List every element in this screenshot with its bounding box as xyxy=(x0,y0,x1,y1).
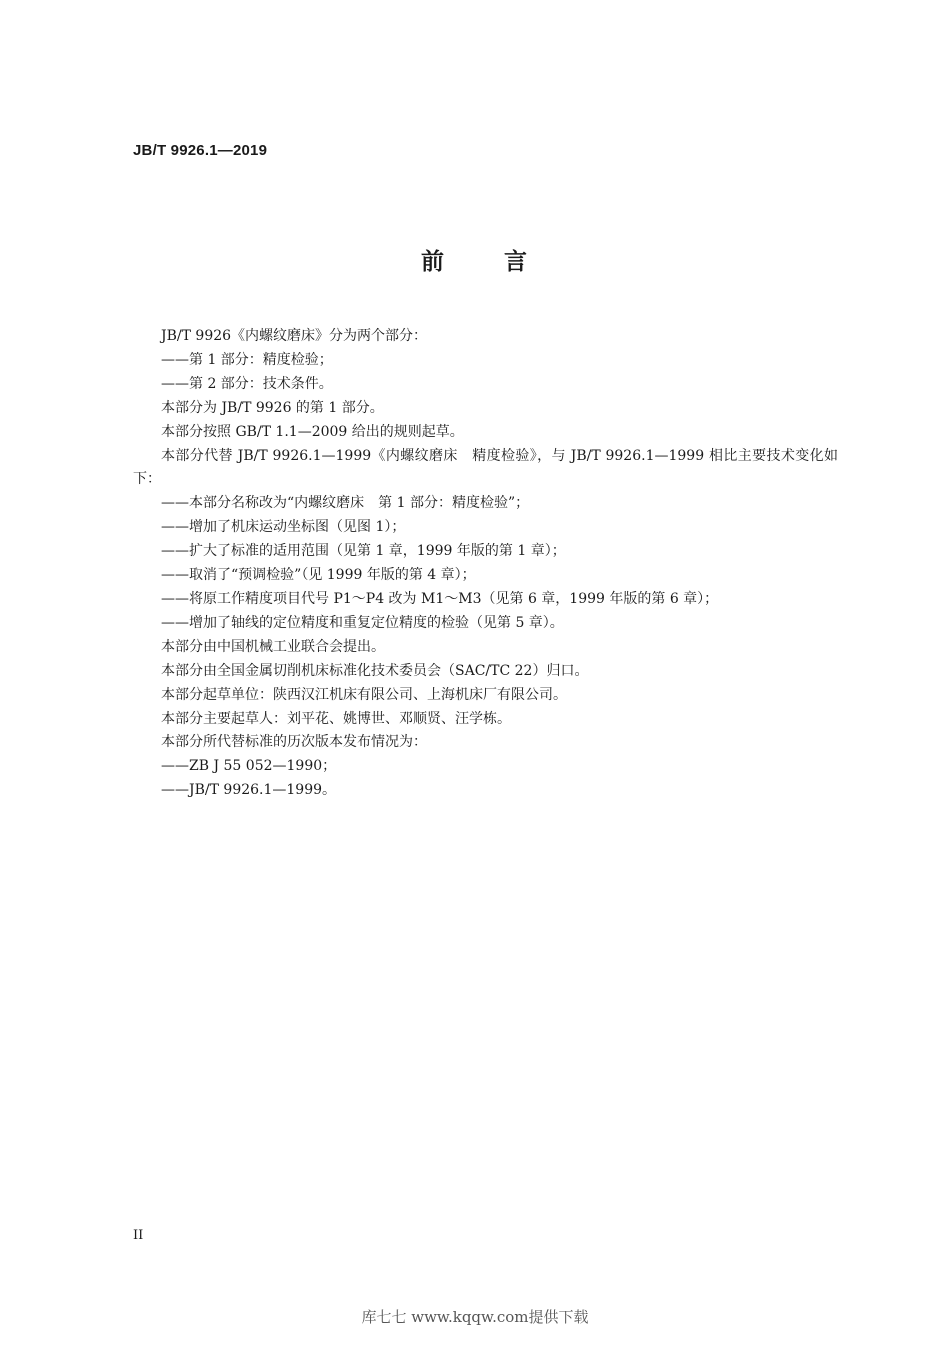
list-item-change-2: ——增加了机床运动坐标图（见图 1）； xyxy=(161,519,406,536)
list-item-change-3: ——扩大了标准的适用范围（见第 1 章，1999 年版的第 1 章）； xyxy=(161,543,566,560)
list-item-change-1: ——本部分名称改为“内螺纹磨床 第 1 部分：精度检验”； xyxy=(161,495,530,512)
paragraph-drafting-units: 本部分起草单位：陕西汉江机床有限公司、上海机床厂有限公司。 xyxy=(161,686,567,703)
list-item-history-2: ——JB/T 9926.1—1999。 xyxy=(161,782,337,799)
footer-watermark: 库七七 www.kqqw.com提供下载 xyxy=(361,1308,589,1326)
standard-code: JB/T 9926.1—2019 xyxy=(133,142,268,159)
paragraph-drafting-rules: 本部分按照 GB/T 1.1—2009 给出的规则起草。 xyxy=(161,423,464,440)
list-item-change-4: ——取消了“预调检验”（见 1999 年版的第 4 章）； xyxy=(161,567,476,584)
page-title xyxy=(0,243,950,276)
list-item-part-1: ——第 1 部分：精度检验； xyxy=(161,351,333,368)
paragraph-history-intro: 本部分所代替标准的历次版本发布情况为： xyxy=(161,734,427,751)
paragraph-proposed-by: 本部分由中国机械工业联合会提出。 xyxy=(161,638,385,655)
list-item-change-6: ——增加了轴线的定位精度和重复定位精度的检验（见第 5 章）。 xyxy=(161,614,564,631)
list-item-change-5: ——将原工作精度项目代号 P1～P4 改为 M1～M3（见第 6 章，1999 年版的第 6 章）； xyxy=(161,590,719,607)
paragraph-replaces: 本部分代替 JB/T 9926.1—1999《内螺纹磨床 精度检验》，与 JB/T 9926.1—1999 相比主要技术变化如下： xyxy=(133,447,838,488)
list-item-history-1: ——ZB J 55 052—1990； xyxy=(161,758,337,775)
foreword-body xyxy=(133,325,838,803)
title-char-1: 前 xyxy=(421,249,446,275)
list-item-part-2: ——第 2 部分：技术条件。 xyxy=(161,375,333,392)
paragraph-this-part: 本部分为 JB/T 9926 的第 1 部分。 xyxy=(161,399,384,416)
page-number: II xyxy=(133,1228,144,1243)
title-char-2: 言 xyxy=(504,249,529,275)
paragraph-under-jurisdiction: 本部分由全国金属切削机床标准化技术委员会（SAC/TC 22）归口。 xyxy=(161,662,589,679)
paragraph-drafters: 本部分主要起草人：刘平花、姚博世、邓顺贤、汪学栋。 xyxy=(161,710,511,727)
paragraph-parts-intro: JB/T 9926《内螺纹磨床》分为两个部分： xyxy=(161,328,428,344)
